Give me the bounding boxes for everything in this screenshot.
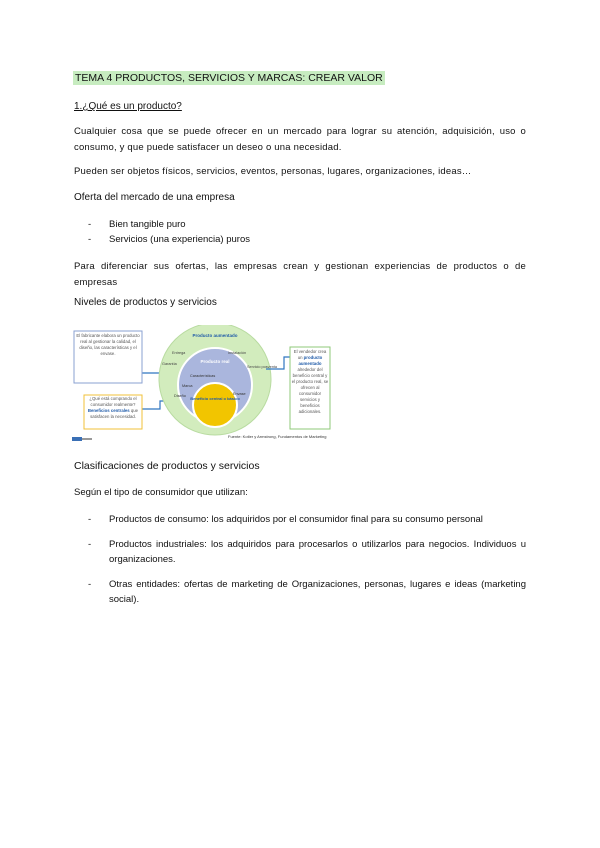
ring-word: Instalación: [228, 351, 247, 355]
outer-circle-label: Producto aumentado: [192, 333, 238, 338]
publisher-logo: [72, 437, 82, 441]
left-top-box-text: El fabricante elabora un producto real al gestionar la calidad, el diseño, las características y el envase.: [76, 333, 140, 356]
offer-item: - Servicios (una experiencia) puros: [88, 232, 250, 247]
ring-word: Marca: [182, 384, 193, 388]
ring-word: Características: [190, 374, 216, 378]
ring-word: Diseño: [174, 394, 186, 398]
ring-word: Servicio posventa: [247, 365, 277, 369]
diagram-caption: Fuente: Kotler y Armstrong, Fundamentos de Marketing: [228, 434, 327, 439]
classification-item-other: - Otras entidades: ofertas de marketing de Organizaciones, personas, lugares e ideas (marketing social).: [88, 577, 526, 607]
augmented-intro: El vendedor crea un: [293, 349, 327, 360]
augmented-rest: alrededor del beneficio central y el producto real, se ofrecen al consumidor servicios y beneficios adicionales.: [291, 367, 329, 414]
paragraph-examples: Pueden ser objetos físicos, servicios, eventos, personas, lugares, organizaciones, ideas…: [74, 166, 472, 177]
augmented-emphasis: producto aumentado: [298, 355, 323, 366]
ring-word: Garantía: [162, 362, 177, 366]
consumer-type-heading: Según el tipo de consumidor que utilizan:: [74, 487, 248, 498]
ring-word: Entrega: [172, 351, 186, 355]
product-levels-diagram: [70, 325, 530, 445]
offer-list: [88, 217, 250, 247]
classification-item-consumer: - Productos de consumo: los adquiridos por el consumidor final para su consumo personal: [88, 512, 526, 527]
paragraph-definition: Cualquier cosa que se puede ofrecer en un mercado para lograr su atención, adquisición, uso o consumo, y que puede satisfacer un deseo o una necesidad.: [74, 126, 526, 153]
ring-word: Envase: [233, 392, 246, 396]
core-question: ¿Qué está comprando el consumidor realmente?: [89, 396, 137, 407]
middle-circle-label: Producto real: [200, 359, 230, 364]
document-title: TEMA 4 PRODUCTOS, SERVICIOS Y MARCAS: CREAR VALOR: [75, 72, 383, 84]
offer-item: - Bien tangible puro: [88, 217, 250, 232]
core-rest: que satisfacen la necesidad.: [90, 408, 139, 419]
inner-circle-label: Beneficio central o básico: [190, 396, 240, 401]
section-heading-que-es-producto: 1.¿Qué es un producto?: [74, 101, 182, 112]
classification-item-industrial: - Productos industriales: los adquiridos para procesarlos o utilizarlos para negocios. Individuos u organizaciones.: [88, 537, 526, 567]
core-emphasis: Beneficios centrales: [87, 408, 130, 413]
offer-heading: Oferta del mercado de una empresa: [74, 192, 235, 203]
levels-heading: Niveles de productos y servicios: [74, 297, 217, 308]
paragraph-differentiation: Para diferenciar sus ofertas, las empresas crean y gestionan experiencias de productos o de empresas: [74, 261, 526, 288]
inner-circle-core: [193, 383, 237, 427]
classification-list: [88, 512, 526, 617]
right-box-text: [291, 349, 329, 415]
classification-heading: Clasificaciones de productos y servicios: [74, 460, 260, 472]
left-bottom-box-text: [86, 396, 140, 420]
